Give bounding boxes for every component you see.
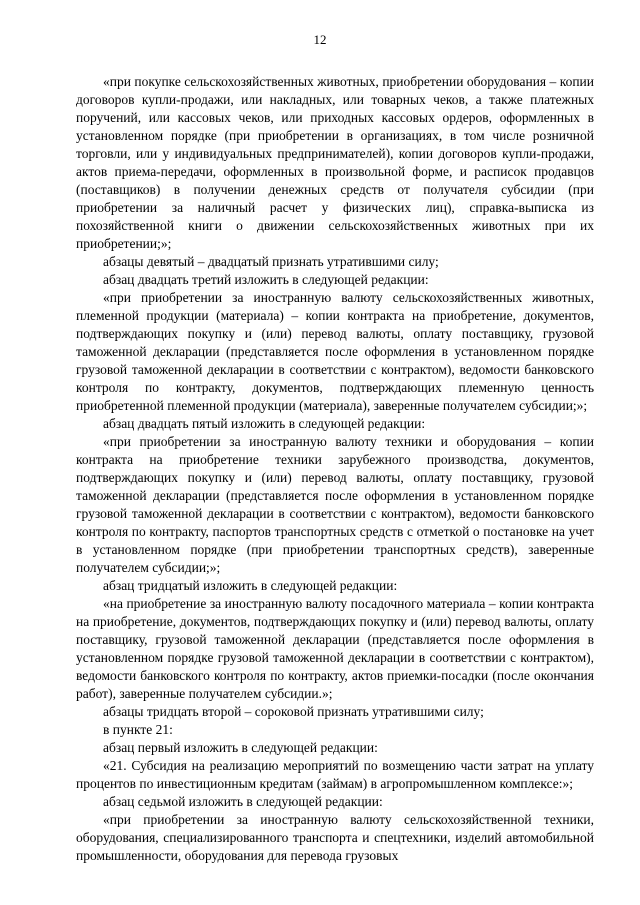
paragraph-9: абзацы тридцать второй – сороковой признать утратившими силу; [103,704,484,719]
paragraph-1: «при покупке сельскохозяйственных животных, приобретении оборудования – копии договоров купли-продажи, или накладных, или товарных чеков, а также платежных поручений, или кассовых чеков, или приходных кассовых ордеров, оформленных в установленном порядке (при приобретении в организациях, в том числе розничной торговли, или у индивидуальных предпринимателей), копии договоров купли-продажи, актов приема-передачи, оформленных в произвольной форме, и расписок продавцов (поставщиков) в получении денежных средств от получателя субсидии (при приобретении за наличный расчет у физических лиц), справка-выписка из похозяйственной книги о движении сельскохозяйственных животных при их приобретении;»; [76,74,594,251]
paragraph-3: абзац двадцать третий изложить в следующей редакции: [103,272,429,287]
paragraph-2: абзацы девятый – двадцатый признать утратившими силу; [103,254,439,269]
document-body [76,73,594,865]
page-number: 12 [313,32,327,47]
paragraph-14: «при приобретении за иностранную валюту сельскохозяйственной техники, оборудования, специализированного транспорта и спецтехники, изделий автомобильной промышленности, оборудования для перевода грузовых [76,812,594,863]
paragraph-6: «при приобретении за иностранную валюту техники и оборудования – копии контракта на приобретение техники зарубежного производства, документов, подтверждающих покупку и (или) перевод валюты, оплату поставщику, грузовой таможенной декларации (представляется после оформления в установленном порядке грузовой таможенной декларации в соответствии с контрактом), ведомости банковского контроля по контракту, паспортов транспортных средств с отметкой о постановке на учет в установленном порядке (при приобретении транспортных средств), заверенные получателем субсидии;»; [76,434,594,575]
paragraph-12: «21. Субсидия на реализацию мероприятий по возмещению части затрат на уплату процентов по инвестиционным кредитам (займам) в агропромышленном комплексе:»; [76,758,594,791]
paragraph-5: абзац двадцать пятый изложить в следующей редакции: [103,416,426,431]
paragraph-13: абзац седьмой изложить в следующей редакции: [103,794,383,809]
paragraph-7: абзац тридцатый изложить в следующей редакции: [103,578,398,593]
paragraph-4: «при приобретении за иностранную валюту сельскохозяйственных животных, племенной продукции (материала) – копии контракта на приобретение, документов, подтверждающих покупку и (или) перевод валюты, оплату поставщику, грузовой таможенной декларации (представляется после оформления в установленном порядке грузовой таможенной декларации в соответствии с контрактом), ведомости банковского контроля по контракту, документов, подтверждающих племенную ценность приобретенной племенной продукции (материала), заверенные получателем субсидии;»; [76,290,594,413]
paragraph-8: «на приобретение за иностранную валюту посадочного материала – копии контракта на приобретение, документов, подтверждающих покупку и (или) перевод валюты, оплату поставщику, грузовой таможенной декларации (представляется после оформления в установленном порядке грузовой таможенной декларации в соответствии с контрактом), ведомости банковского контроля по контракту, актов приемки-посадки (после окончания работ), заверенные получателем субсидии.»; [76,596,594,701]
paragraph-10: в пункте 21: [103,722,173,737]
paragraph-11: абзац первый изложить в следующей редакции: [103,740,378,755]
